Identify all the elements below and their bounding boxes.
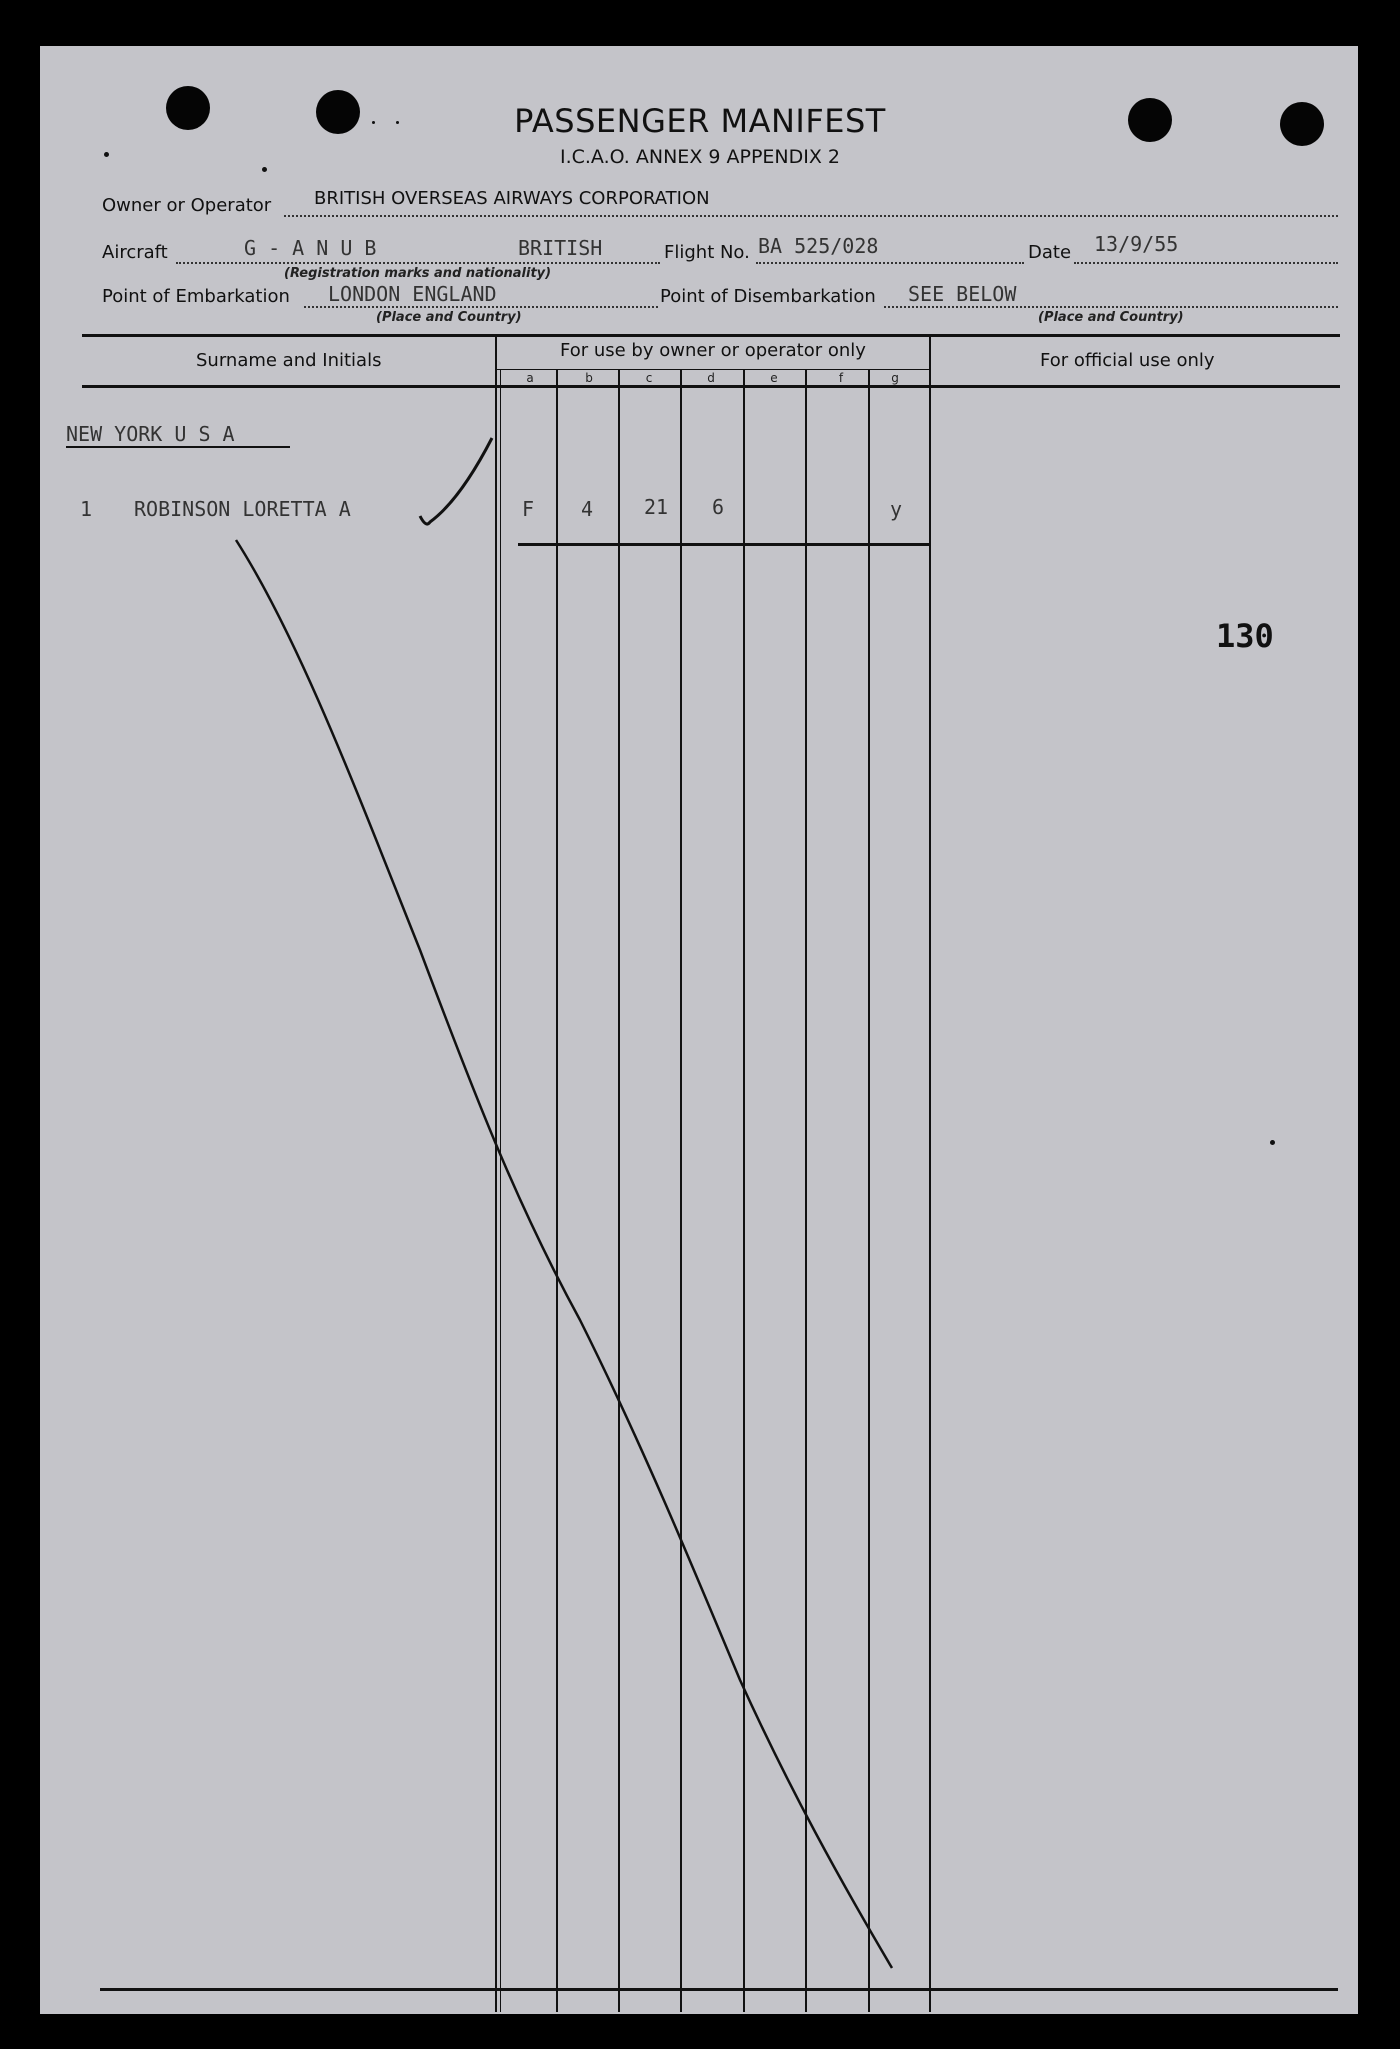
col-owner-header: For use by owner or operator only <box>560 340 866 361</box>
subcol-d: d <box>707 371 715 385</box>
page-subtitle: I.C.A.O. ANNEX 9 APPENDIX 2 <box>559 146 841 168</box>
col-surname-header: Surname and Initials <box>196 350 382 371</box>
registration-note: (Registration marks and nationality) <box>284 266 552 281</box>
aircraft-label: Aircraft <box>102 242 168 263</box>
subcol-a: a <box>526 371 534 385</box>
subcol-b: b <box>585 371 593 385</box>
flight-value: BA 525/028 <box>758 234 879 258</box>
place-note-right: (Place and Country) <box>1038 310 1184 325</box>
check-mark <box>420 438 492 524</box>
subcol-e: e <box>770 371 778 385</box>
section-heading: NEW YORK U S A <box>66 422 235 446</box>
disembarkation-value: SEE BELOW <box>908 282 1017 306</box>
embarkation-label: Point of Embarkation <box>102 286 290 307</box>
col-official-header: For official use only <box>1040 350 1215 371</box>
subcol-g: g <box>891 371 899 385</box>
page-title: PASSENGER MANIFEST <box>514 102 886 140</box>
subcol-f: f <box>838 371 844 385</box>
aircraft-registration: G - A N U B <box>244 236 377 260</box>
date-label: Date <box>1028 242 1072 263</box>
disembarkation-label: Point of Disembarkation <box>660 286 876 307</box>
passenger-cell-b: 4 <box>580 497 594 521</box>
aircraft-nationality: BRITISH <box>518 236 603 260</box>
subcol-c: c <box>645 371 653 385</box>
date-value: 13/9/55 <box>1094 232 1179 256</box>
diagonal-cancel-line <box>236 540 892 1968</box>
passenger-name: ROBINSON LORETTA A <box>134 497 351 521</box>
passenger-cell-a: F <box>521 497 535 521</box>
embarkation-value: LONDON ENGLAND <box>328 282 497 306</box>
passenger-cell-c: 21 <box>643 495 669 519</box>
page-number-stamp: 130 <box>1216 617 1274 655</box>
passenger-cell-d: 6 <box>711 495 725 519</box>
passenger-cell-g: y <box>889 497 903 521</box>
place-note-left: (Place and Country) <box>376 310 522 325</box>
owner-label: Owner or Operator <box>102 195 272 216</box>
passenger-number: 1 <box>80 497 93 521</box>
owner-value: BRITISH OVERSEAS AIRWAYS CORPORATION <box>314 188 710 209</box>
flight-label: Flight No. <box>664 242 750 263</box>
